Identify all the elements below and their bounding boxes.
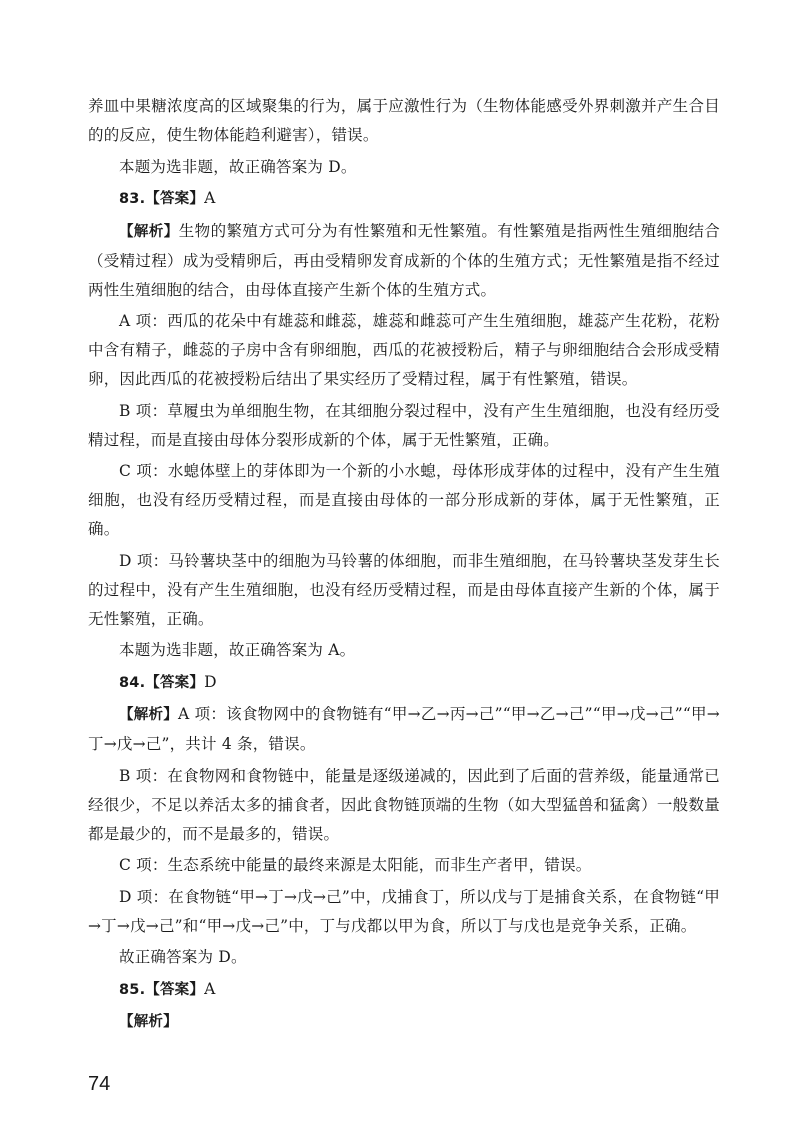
answer-label: 【解析】 (119, 707, 179, 723)
paragraph-text: A (204, 189, 216, 207)
paragraph-text: 故正确答案为 D。 (119, 948, 247, 966)
paragraph (88, 307, 720, 394)
answer-label: 【解析】 (119, 1014, 178, 1030)
paragraph (88, 153, 720, 182)
paragraph (88, 851, 720, 880)
paragraph (88, 92, 720, 150)
paragraph (88, 700, 720, 759)
answer-explanation-text (88, 92, 720, 1040)
paragraph-text: A 项：西瓜的花朵中有雄蕊和雌蕊，雄蕊和雌蕊可产生生殖细胞，雄蕊产生花粉，花粉中含有精子，雌蕊的子房中含有卵细胞，西瓜的花被授粉后，精子与卵细胞结合会形成受精卵，因此西瓜的花被授粉后结出了果实经历了受精过程，属于有性繁殖，错误。 (88, 312, 720, 388)
answer-label: 83.【答案】 (119, 191, 205, 207)
answer-label: 85.【答案】 (119, 981, 205, 998)
paragraph (88, 883, 720, 941)
paragraph (88, 457, 720, 544)
paragraph (88, 975, 720, 1005)
paragraph (88, 547, 720, 634)
paragraph-text: 生物的繁殖方式可分为有性繁殖和无性繁殖。有性繁殖是指两性生殖细胞结合（受精过程）成为受精卵后，再由受精卵发育成新的个体的生殖方式；无性繁殖是指不经过两性生殖细胞的结合，由母体直接产生新个体的生殖方式。 (88, 221, 720, 299)
paragraph-text: C 项：水螅体壁上的芽体即为一个新的小水螅，母体形成芽体的过程中，没有产生生殖细胞，也没有经历受精过程，而是直接由母体的一部分形成新的芽体，属于无性繁殖，正确。 (88, 462, 720, 538)
paragraph-text: D 项：马铃薯块茎中的细胞为马铃薯的体细胞，而非生殖细胞，在马铃薯块茎发芽生长的过程中，没有产生生殖细胞，也没有经历受精过程，而是由母体直接产生新的个体，属于无性繁殖，正确。 (88, 551, 720, 628)
paragraph-text: 本题为选非题，故正确答案为 D。 (119, 157, 357, 176)
paragraph-text: A (204, 979, 216, 998)
paragraph (88, 1007, 720, 1037)
paragraph (88, 762, 720, 849)
paragraph (88, 636, 720, 665)
paragraph-text: D 项：在食物链“甲→丁→戊→己”中，戊捕食丁，所以戊与丁是捕食关系，在食物链“甲→丁→戊→己”和“甲→戊→己”中，丁与戊都以甲为食，所以丁与戊也是竞争关系，正确。 (88, 887, 720, 935)
page-number: 74 (88, 1073, 111, 1095)
answer-label: 【解析】 (119, 223, 179, 240)
answer-label: 84.【答案】 (119, 674, 205, 691)
paragraph (88, 217, 720, 305)
paragraph-text: B 项：在食物网和食物链中，能量是逐级递减的，因此到了后面的营养级，能量通常已经很少，不足以养活太多的捕食者，因此食物链顶端的生物（如大型猛兽和猛禽）一般数量都是最少的，而不是最多的，错误。 (88, 766, 720, 843)
paragraph (88, 943, 720, 972)
paragraph-text: B 项：草履虫为单细胞生物，在其细胞分裂过程中，没有产生生殖细胞，也没有经历受精过程，而是直接由母体分裂形成新的个体，属于无性繁殖，正确。 (88, 401, 720, 449)
paragraph-text: 本题为选非题，故正确答案为 A。 (119, 641, 356, 659)
paragraph-text: A 项：该食物网中的食物链有“甲→乙→丙→己”“甲→乙→己”“甲→戊→己”“甲→丁→戊→己”，共计 4 条，错误。 (88, 705, 720, 753)
paragraph-text: C 项：生态系统中能量的最终来源是太阳能，而非生产者甲，错误。 (119, 856, 592, 874)
paragraph (88, 668, 720, 698)
paragraph-text: D (204, 672, 217, 691)
paragraph (88, 397, 720, 455)
paragraph-text: 养皿中果糖浓度高的区域聚集的行为，属于应激性行为（生物体能感受外界刺激并产生合目的的反应，使生物体能趋利避害），错误。 (88, 97, 720, 144)
paragraph (88, 184, 720, 214)
